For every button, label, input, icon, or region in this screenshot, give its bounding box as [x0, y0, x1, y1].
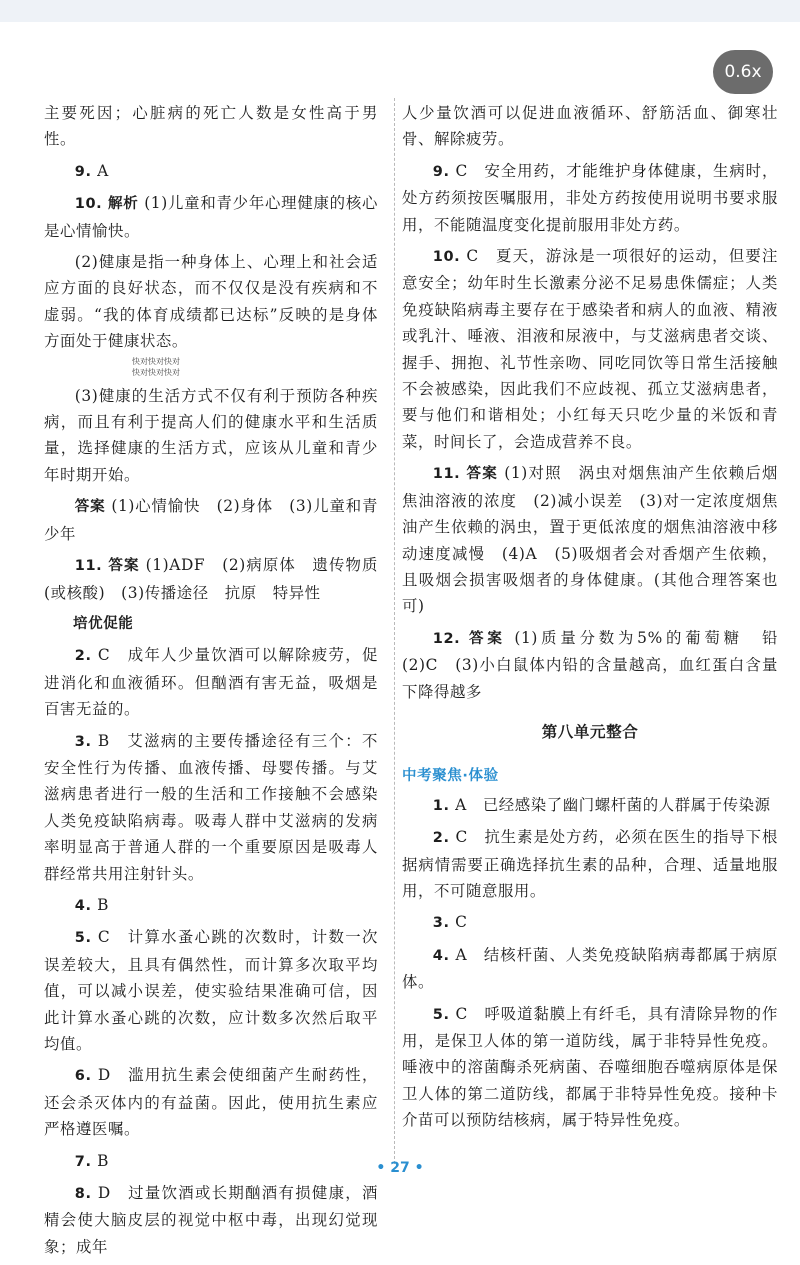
left-column — [44, 100, 378, 1265]
answer-item: 11. 答案 (1)对照 涡虫对烟焦油产生依赖后烟焦油溶液的浓度 (2)减小误差 (3)对一定浓度烟焦油产生依赖的涡虫，置于更低浓度的烟焦油溶液中移动速度减慢 (4)A (5)吸烟者会对香烟产生依赖，且吸烟会损害吸烟者的身体健康。(其他合理答案也可) — [402, 464, 778, 616]
answer-item: 11. 答案 (1)ADF (2)病原体 遗传物质(或核酸) (3)传播途径 抗原 特异性 — [44, 556, 378, 602]
zoom-level-badge[interactable]: 0.6x — [713, 50, 773, 94]
paragraph: 主要死因；心脏病的死亡人数是女性高于男性。 — [44, 104, 378, 149]
answer-item: 1. A 已经感染了幽门螺杆菌的人群属于传染源 — [432, 795, 771, 814]
section-tag: 中考聚焦·体验 — [402, 768, 499, 785]
answer-item: 10. 解析 (1)儿童和青少年心理健康的核心是心情愉快。 — [44, 194, 378, 240]
column-divider — [394, 98, 395, 1164]
paragraph: 人少量饮酒可以促进血液循环、舒筋活血、御寒壮骨、解除疲劳。 — [402, 104, 778, 149]
answer-item: 5. C 呼吸道黏膜上有纤毛，具有清除异物的作用，是保卫人体的第一道防线，属于非特异性免疫。唾液中的溶菌酶杀死病菌、吞噬细胞吞噬病原体是保卫人体的第二道防线，都属于非特异性免疫。接种卡介苗可以预防结核病，属于特异性免疫。 — [402, 1004, 778, 1130]
answer-item: 9. A — [74, 161, 109, 180]
answer-item: 9. C 安全用药，才能维护身体健康，生病时，处方药须按医嘱服用，非处方药按使用说明书要求服用，不能随温度变化提前服用非处方药。 — [402, 161, 778, 234]
viewer-top-bar — [0, 0, 800, 22]
watermark-small-text: 快对快对快对 快对快对快对 — [132, 356, 180, 377]
answer-item: 3. C — [432, 913, 468, 932]
page-number: • 27 • — [376, 1160, 424, 1176]
answer-item: 2. C 成年人少量饮酒可以解除疲劳，促进消化和血液循环。但酗酒有害无益，吸烟是百害无益的。 — [44, 646, 378, 719]
answer-item: 12. 答案 (1)质量分数为5%的葡萄糖 铅 (2)C (3)小白鼠体内铅的含量越高，血红蛋白含量下降得越多 — [402, 628, 795, 701]
section-title: 第八单元整合 — [541, 722, 639, 741]
answer-item: 7. B — [74, 1151, 110, 1170]
right-column — [402, 100, 795, 1139]
answer-item: 6. D 滥用抗生素会使细菌产生耐药性，还会杀灭体内的有益菌。因此，使用抗生素应严格遵医嘱。 — [44, 1066, 379, 1139]
answer-item: 5. C 计算水蚤心跳的次数时，计数一次误差较大，且具有偶然性，而计算多次取平均值，可以减小误差，使实验结果准确可信，因此计算水蚤心跳的次数，应计数多次然后取平均值。 — [44, 928, 378, 1053]
paragraph: (3)健康的生活方式不仅有利于预防各种疾病，而且有利于提高人们的健康水平和生活质量，选择健康的生活方式，应该从儿童和青少年时期开始。 — [44, 386, 378, 484]
paragraph: (2)健康是指一种身体上、心理上和社会适应方面的良好状态，而不仅仅是没有疾病和不虚弱。“我的体育成绩都已达标”反映的是身体方面处于健康状态。 — [44, 253, 378, 351]
answer-item: 3. B 艾滋病的主要传播途径有三个：不安全性行为传播、血液传播、母婴传播。与艾滋病患者进行一般的生活和工作接触不会感染人类免疫缺陷病毒。吸毒人群中艾滋病的发病率明显高于普通人群的一个重要原因是吸毒人群经常共用注射针头。 — [44, 731, 378, 883]
subsection-heading: 培优促能 — [73, 615, 134, 632]
answer-item: 4. A 结核杆菌、人类免疫缺陷病毒都属于病原体。 — [402, 945, 778, 992]
answer-item: 2. C 抗生素是处方药，必须在医生的指导下根据病情需要正确选择抗生素的品种，合理、适量地服用，不可随意服用。 — [402, 828, 778, 900]
answer-item: 10. C 夏天，游泳是一项很好的运动，但要注意安全；幼年时生长激素分泌不足易患侏儒症；人类免疫缺陷病毒主要存在于感染者和病人的血液、精液或乳汁、唾液、泪液和尿液中，与艾滋病患者交谈、握手、拥抱、礼节性亲吻、同吃同饮等日常生活接触不会被感染，因此我们不应歧视、孤立艾滋病患者，要与他们和谐相处；小红每天只吃少量的米饭和青菜，时间长了，会造成营养不良。 — [402, 247, 778, 451]
answer-line: 答案 (1)心情愉快 (2)身体 (3)儿童和青少年 — [44, 497, 378, 543]
answer-item: 8. D 过量饮酒或长期酗酒有损健康，酒精会使大脑皮层的视觉中枢中毒，出现幻觉现象；成年 — [44, 1184, 379, 1256]
answer-item: 4. B — [74, 895, 110, 914]
